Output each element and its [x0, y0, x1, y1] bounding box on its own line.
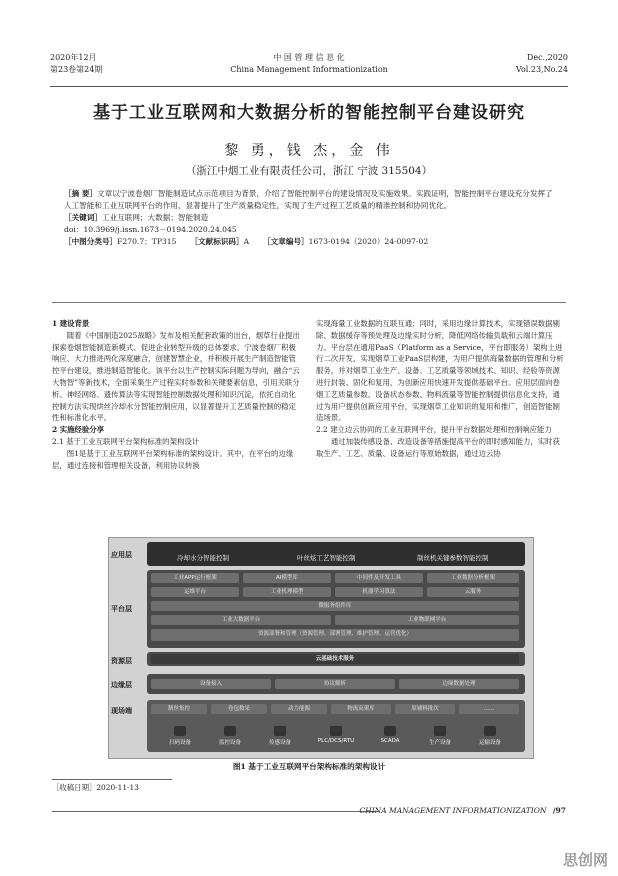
factory-icon	[434, 726, 446, 736]
platform-cell: AI模型库	[243, 573, 331, 583]
doc-code	[190, 236, 249, 248]
code-value: A	[243, 237, 250, 246]
platform-cell-resource-mgmt: 资源部署和管理（资源管理、部署管理、维护管理、运营优化）	[151, 629, 519, 641]
edge-cell: 边缘数据处理	[399, 679, 519, 689]
header-date-cn: 2020年12月	[50, 53, 97, 62]
app-leaf-drying: 叶丝炫工艺智能控制	[297, 554, 356, 562]
header-date-en: Dec.,2020	[526, 53, 568, 62]
subsection-heading-2-2: 2.2 建立边云协同的工业互联网平台，提升平台数据处理和控制响应能力	[316, 425, 552, 435]
abstract-paragraph	[64, 188, 554, 212]
device-transport	[471, 726, 509, 746]
abstract-divider	[52, 302, 566, 303]
edge-band	[147, 674, 525, 694]
platform-cell-bigdata: 工业大数据平台	[151, 615, 331, 625]
header-issue-cn: 第23卷第24期	[50, 65, 103, 74]
keywords-text: 工业互联网；大数据；智能制造	[101, 213, 209, 222]
barcode-icon	[174, 726, 186, 736]
device-monitor	[211, 726, 249, 746]
architecture-figure	[108, 537, 534, 759]
right-column	[316, 318, 564, 460]
body-paragraph: 通过加装传感设备、改造设备等措施提高平台的即时感知能力，实时获取生产、工艺、质量、设备运行等原始数据，通过边云协	[316, 436, 560, 458]
header-journal-cn: 中 国 管 理 信 息 化	[273, 53, 345, 62]
field-cell: 物流高架库	[331, 704, 391, 714]
received-date: ［收稿日期］2020-11-13	[52, 783, 139, 792]
section-heading-2: 2 实施经验分享	[52, 425, 105, 435]
device-label: 监控设备	[218, 740, 241, 746]
subsection-heading-2-1: 2.1 基于工业互联网平台架构标准的架构设计	[52, 436, 200, 446]
platform-cell: 工业数据分析框架	[427, 573, 519, 583]
device-label: PLC/DCS/RTU	[317, 738, 355, 744]
article-number	[263, 236, 428, 248]
platform-band	[147, 570, 525, 648]
body-paragraph: 随着《中国制造2025战略》发布及相关配套政策的出台，烟草行业提出探索卷烟智能制造新模式、促进企业转型升级的总体要求。宁波卷烟厂积极响应、大力推进两化深度融合，创建智慧企业，并积极开展生产制造智能管控平台建设，推进制造智能化。该平台以生产控制实际问题为导向，融合“云大物智”等新技术，全面采集生产过程实时参数和关键要素信息，引用关联分析、神经网络、遗传算法等实现智能控制数据处理和知识沉淀，依托自动化控制方法实现烘丝冷却水分智能控制应用，以显著提升工艺质量控制的稳定性和标准化水平。	[52, 330, 300, 423]
abstract-text: 文章以宁波卷烟厂智能制造试点示范项目为背景，介绍了智能控制平台的建设情况及实施效果。实践证明，智能控制平台建设充分发挥了人工智能和工业互联网平台的作用，显著提升了生产质量稳定性，实现了生产过程工艺质量的精准控制和协同优化。	[64, 189, 553, 210]
device-label: 生产设备	[428, 740, 451, 746]
class-label: ［中图分类号］	[64, 237, 118, 246]
figure-caption: 图1 基于工业互联网平台架构标准的架构设计	[232, 762, 386, 771]
layer-label-application: 应用层	[111, 551, 132, 559]
sensor-icon	[274, 726, 286, 736]
page-footer	[340, 806, 566, 815]
platform-cell: 工业机理模型	[243, 587, 331, 597]
platform-cell: 中间件及开发工具	[335, 573, 423, 583]
paper-authors: 黎 勇，钱 杰，金 伟	[224, 143, 394, 159]
classification-row	[64, 236, 554, 248]
field-cell: ……	[459, 704, 519, 714]
header-right	[516, 52, 568, 76]
footer-journal: CHINA MANAGEMENT INFORMATIONIZATION	[359, 806, 547, 815]
app-cooling-moisture: 冷却水分智能控制	[177, 554, 229, 562]
camera-icon	[224, 726, 236, 736]
truck-icon	[484, 726, 496, 736]
device-label: 运输设备	[478, 740, 501, 746]
article-label: ［文章编号］	[263, 237, 309, 246]
keywords-line	[64, 212, 554, 224]
application-band	[147, 542, 525, 566]
device-label: 传感设备	[268, 740, 291, 746]
abstract-block	[64, 188, 554, 248]
edge-cell: 协议解析	[275, 679, 395, 689]
keywords-label: ［关键词］	[64, 213, 102, 222]
abstract-label: ［摘 要］	[64, 189, 98, 198]
field-cell: 原辅料批次	[395, 704, 455, 714]
platform-cell-microservices: 微服务组件库	[151, 601, 519, 611]
page-number: /97	[552, 806, 566, 815]
platform-cell: 云服务	[427, 587, 519, 597]
section-heading-1: 1 建设背景	[52, 319, 90, 328]
layer-label-platform: 平台层	[111, 605, 132, 613]
paper-affiliation: （浙江中烟工业有限责任公司，浙江 宁波 315504）	[185, 165, 433, 177]
monitor-icon	[384, 726, 396, 736]
paper-title: 基于工业互联网和大数据分析的智能控制平台建设研究	[93, 103, 525, 123]
site-watermark: 思创网	[562, 851, 608, 869]
device-scada	[371, 726, 409, 744]
device-sensor	[261, 726, 299, 746]
resource-band	[147, 652, 525, 666]
class-number	[64, 236, 176, 248]
field-cell: 卷包数采	[211, 704, 267, 714]
header-center	[50, 52, 568, 76]
header-issue-en: Vol.23,No.24	[515, 65, 568, 74]
doi-line: doi：10.3969/j.issn.1673－0194.2020.24.045	[64, 225, 237, 234]
running-header	[50, 52, 568, 87]
app-key-params: 制丝机关键参数智能控制	[417, 554, 489, 562]
device-production	[421, 726, 459, 746]
device-scanner	[161, 726, 199, 746]
body-paragraph: 实现海量工业数据的互联互通；同时，采用边缘计算技术，实现错误数据剔除、数据缓存等预处理及边缘实时分析，降低网络传输负载和云端计算压力。平台层在通用PaaS（Platform as a Service，平台即服务）架构上进行二次开发，实现烟草工业PaaS层构建，为用户提供海量数据的管理和分析服务，并对烟草工业生产、设备、工艺质量等领域技术、知识、经验等资源进行封装、固化和复用，为创新应用快速开发提供基础平台。应用层面向卷烟工艺质量参数、设备状态参数、物料流量等智能控制提供信息化支持，通过为用户提供创新应用平台，实现烟草工业知识的复用和推广，创造智能制造场景。	[316, 319, 564, 423]
device-label: SCADA	[380, 738, 400, 744]
left-column	[52, 318, 300, 471]
header-journal-en: China Management Informationization	[230, 65, 388, 74]
edge-cell: 设备接入	[151, 679, 271, 689]
class-value: F270.7；TP315	[117, 237, 177, 246]
code-label: ［文献标识码］	[190, 237, 244, 246]
footnote-divider	[52, 779, 172, 780]
article-value: 1673-0194（2020）24-0097-02	[308, 237, 429, 246]
layer-label-field: 现场端	[111, 707, 132, 715]
layer-label-edge: 边缘层	[111, 681, 132, 689]
field-cell: 制丝集控	[151, 704, 207, 714]
plc-icon	[330, 726, 342, 736]
device-label: 扫码设备	[168, 740, 191, 746]
layer-label-resource: 资源层	[111, 657, 132, 665]
footer-divider	[52, 811, 378, 812]
platform-cell: 运维平台	[151, 587, 239, 597]
body-paragraph: 图1是基于工业互联网平台架构标准的架构设计。其中，在平台的边缘层，通过连接和管理相关设备，利用协议转换	[52, 448, 294, 470]
platform-cell-iot: 工业物联网平台	[335, 615, 519, 625]
device-plc	[311, 726, 361, 744]
field-cell: 动力能源	[271, 704, 327, 714]
platform-cell: 工业APP运行框架	[151, 573, 239, 583]
platform-cell: 机器学习算法	[335, 587, 423, 597]
resource-cell: 云基础技术服务	[151, 654, 519, 664]
